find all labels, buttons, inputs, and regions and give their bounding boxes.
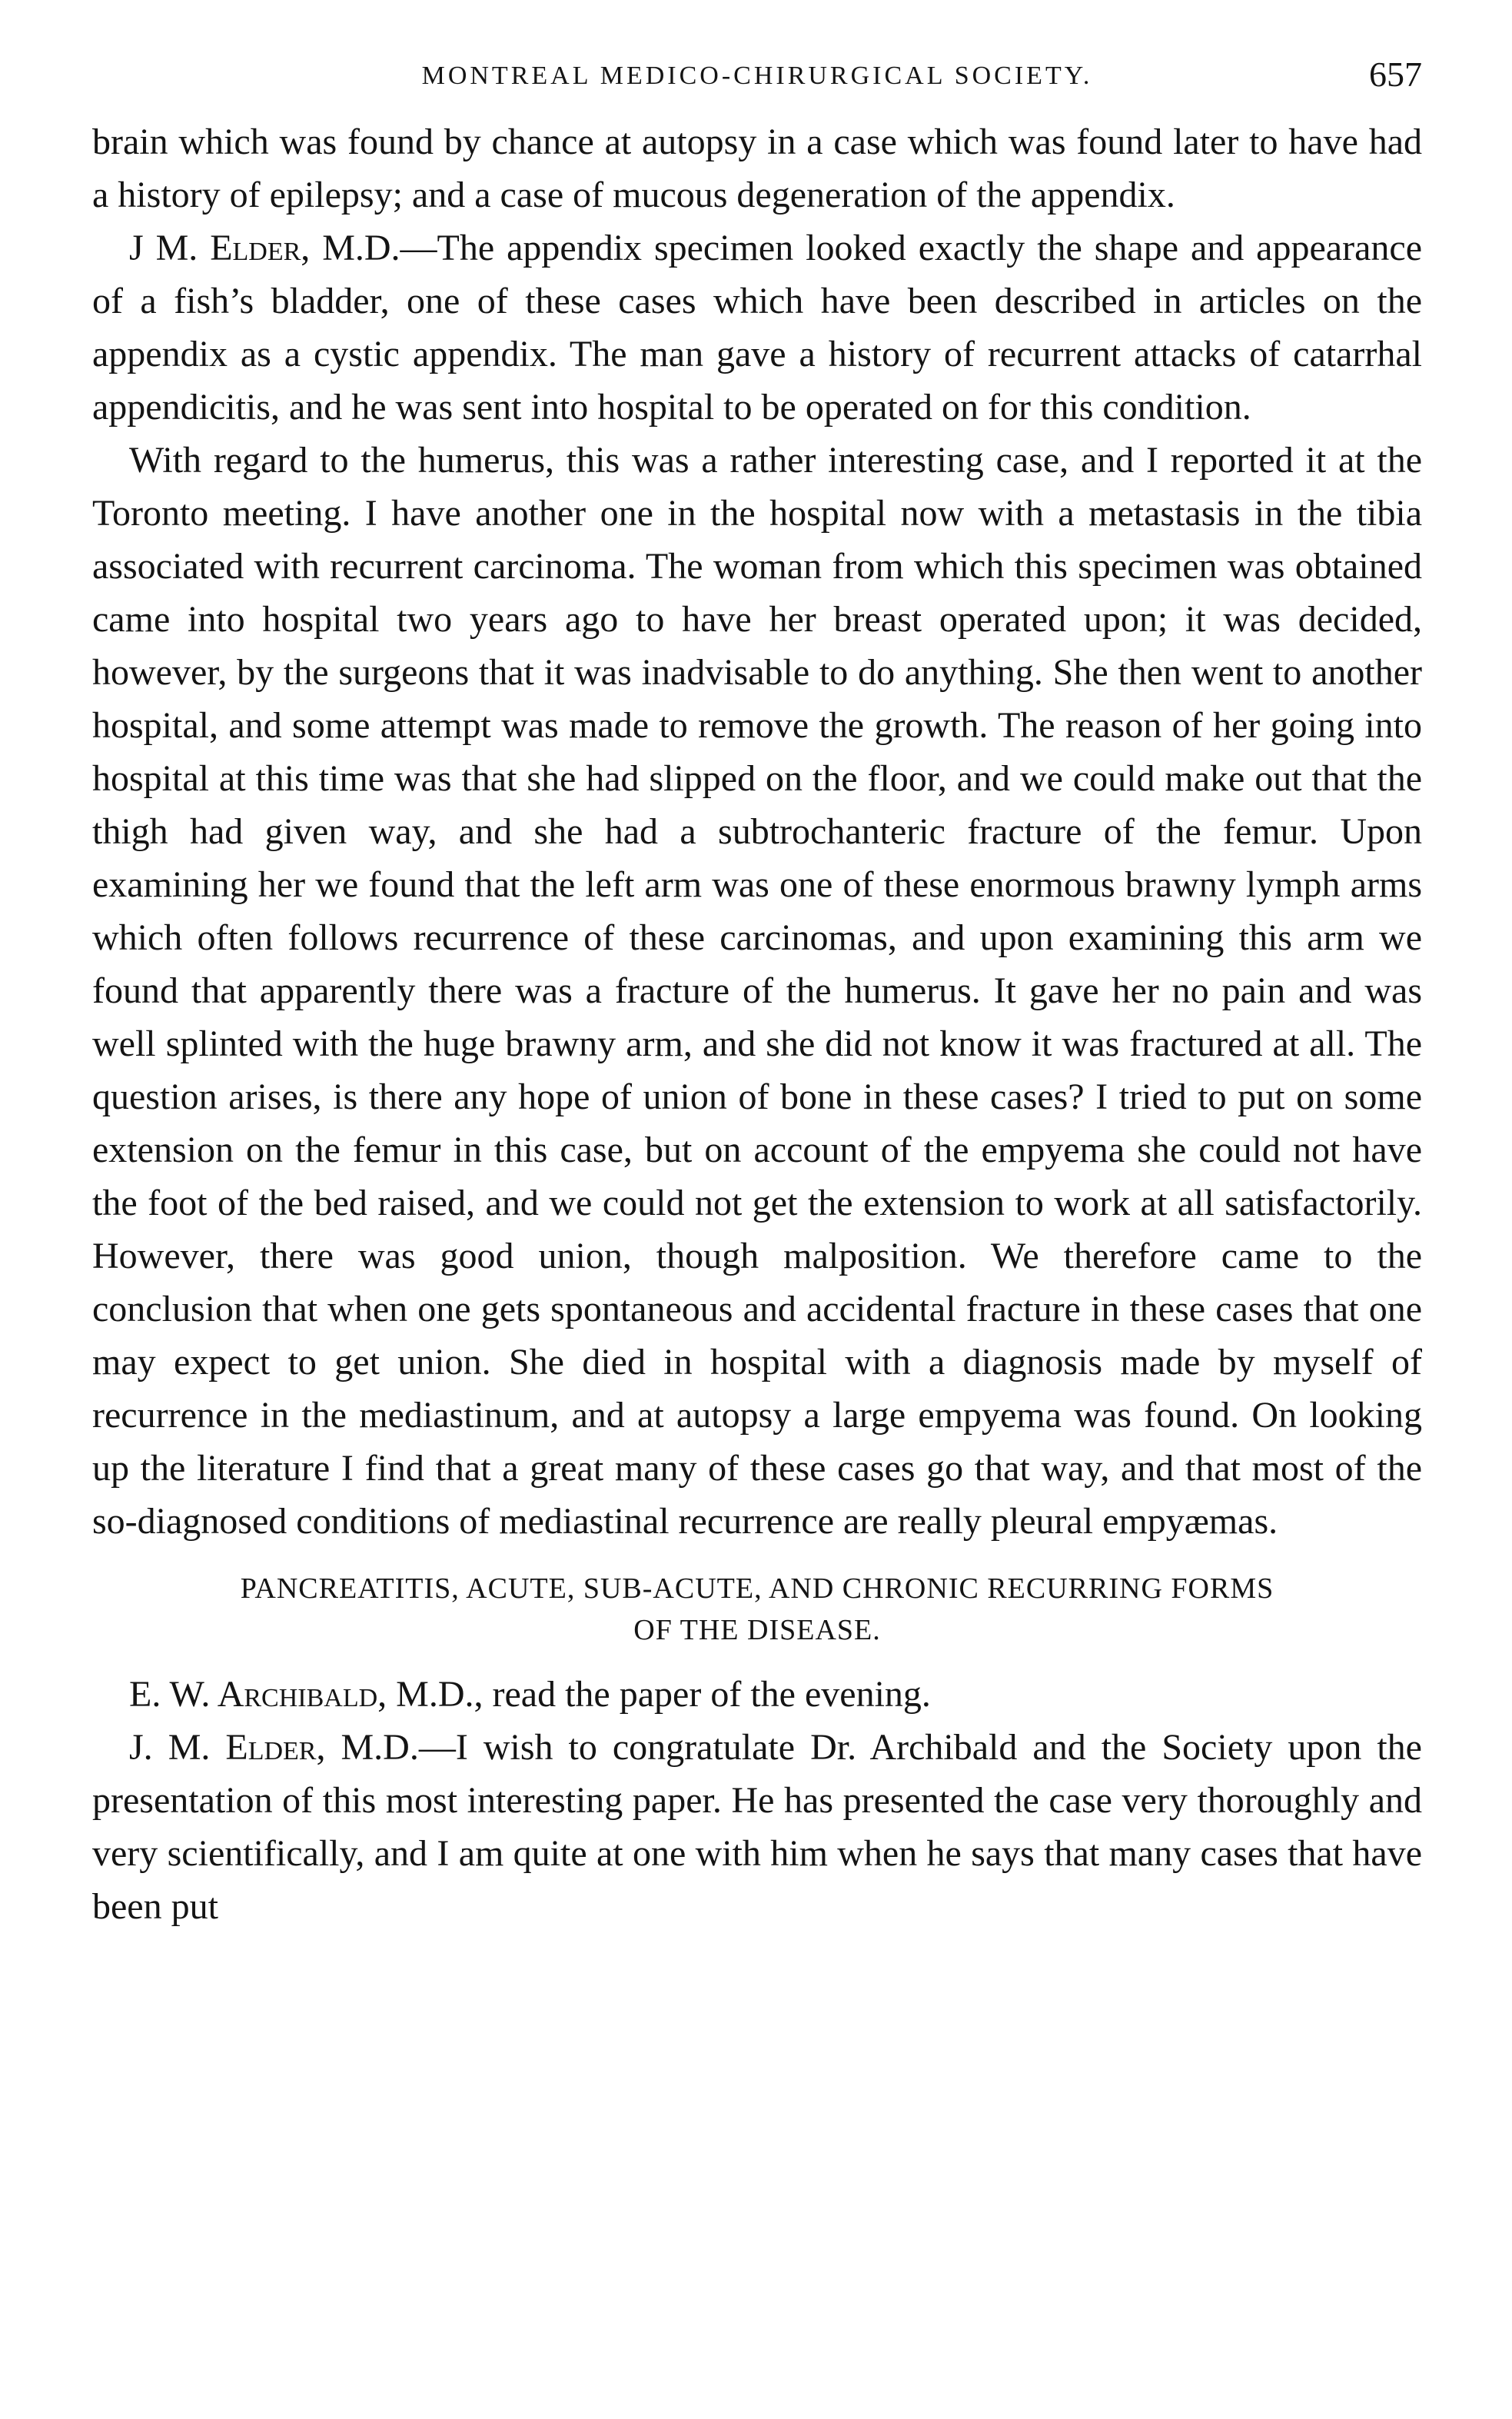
paragraph-archibald-paper	[92, 1668, 1422, 1721]
paragraph-elder-discussion	[92, 1721, 1422, 1933]
document-page	[92, 46, 1422, 1933]
paragraph-humerus-case	[92, 434, 1422, 1548]
body-text	[92, 115, 1422, 1933]
running-header	[92, 46, 1422, 115]
section-heading-line: PANCREATITIS, ACUTE, SUB-ACUTE, AND CHRONIC RECURRING FORMS	[240, 1572, 1274, 1605]
paragraph-text: With regard to the humerus, this was a rather interesting case, and I reported it at the Toronto meeting. I have another one in the hospital now with a metastasis in the tibia associated with recurrent carcinoma. The woman from which this specimen was obtained came into hospital two years ago to have her breast operated upon; it was decided, however, by the surgeons that it was inadvisable to do anything. She then went to another hospital, and some attempt was made to remove the growth. The reason of her going into hospital at this time was that she had slipped on the floor, and we could make out that the thigh had given way, and she had a subtrochanteric fracture of the femur. Upon examining her we found that the left arm was one of these enormous brawny lymph arms which often follows recurrence of these carcinomas, and upon examining this arm we found that apparently there was a fracture of the humerus. It gave her no pain and was well splinted with the huge brawny arm, and she did not know it was fractured at all. The question arises, is there any hope of union of bone in these cases? I tried to put on some extension on the femur in this case, but on account of the empyema she could not have the foot of the bed raised, and we could not get the extension to work at all satisfactorily. However, there was good union, though malposition. We therefore came to the conclusion that when one gets spontaneous and accidental fracture in these cases that one may expect to get union. She died in hospital with a diagnosis made by myself of recurrence in the mediastinum, and at autopsy a large empyema was found. On looking up the literature I find that a great many of these cases go that way, and that most of the so-diagnosed conditions of mediastinal recurrence are really pleural empyæmas.	[92, 440, 1422, 1542]
speaker-name: J. M. Elder, M.D.	[129, 1727, 419, 1768]
section-heading-line: OF THE DISEASE.	[633, 1614, 881, 1646]
page-number: 657	[1369, 55, 1422, 94]
paragraph-continuation	[92, 115, 1422, 221]
section-heading	[92, 1568, 1422, 1651]
paragraph-text: , read the paper of the evening.	[474, 1674, 931, 1715]
paragraph-elder-appendix	[92, 221, 1422, 434]
paragraph-text: —I wish to congratulate Dr. Archibald and the Society upon the presentation of this most interesting paper. He has presented the case very thoroughly and very scientifically, and I am quite at one with him when he says that many cases that have been put	[92, 1727, 1422, 1927]
paragraph-text: —The appendix specimen looked exactly the shape and appearance of a fish’s bladder, one of these cases which have been described in articles on the appendix as a cystic appendix. The man gave a history of recurrent attacks of catarrhal appendicitis, and he was sent into hospital to be operated on for this condition.	[92, 228, 1422, 428]
paragraph-text: brain which was found by chance at autopsy in a case which was found later to have had a history of epilepsy; and a case of mucous degeneration of the appendix.	[92, 121, 1422, 215]
speaker-name: J M. Elder, M.D.	[129, 228, 400, 268]
speaker-name: E. W. Archibald, M.D.	[129, 1674, 474, 1715]
running-title: MONTREAL MEDICO-CHIRURGICAL SOCIETY.	[421, 62, 1093, 90]
